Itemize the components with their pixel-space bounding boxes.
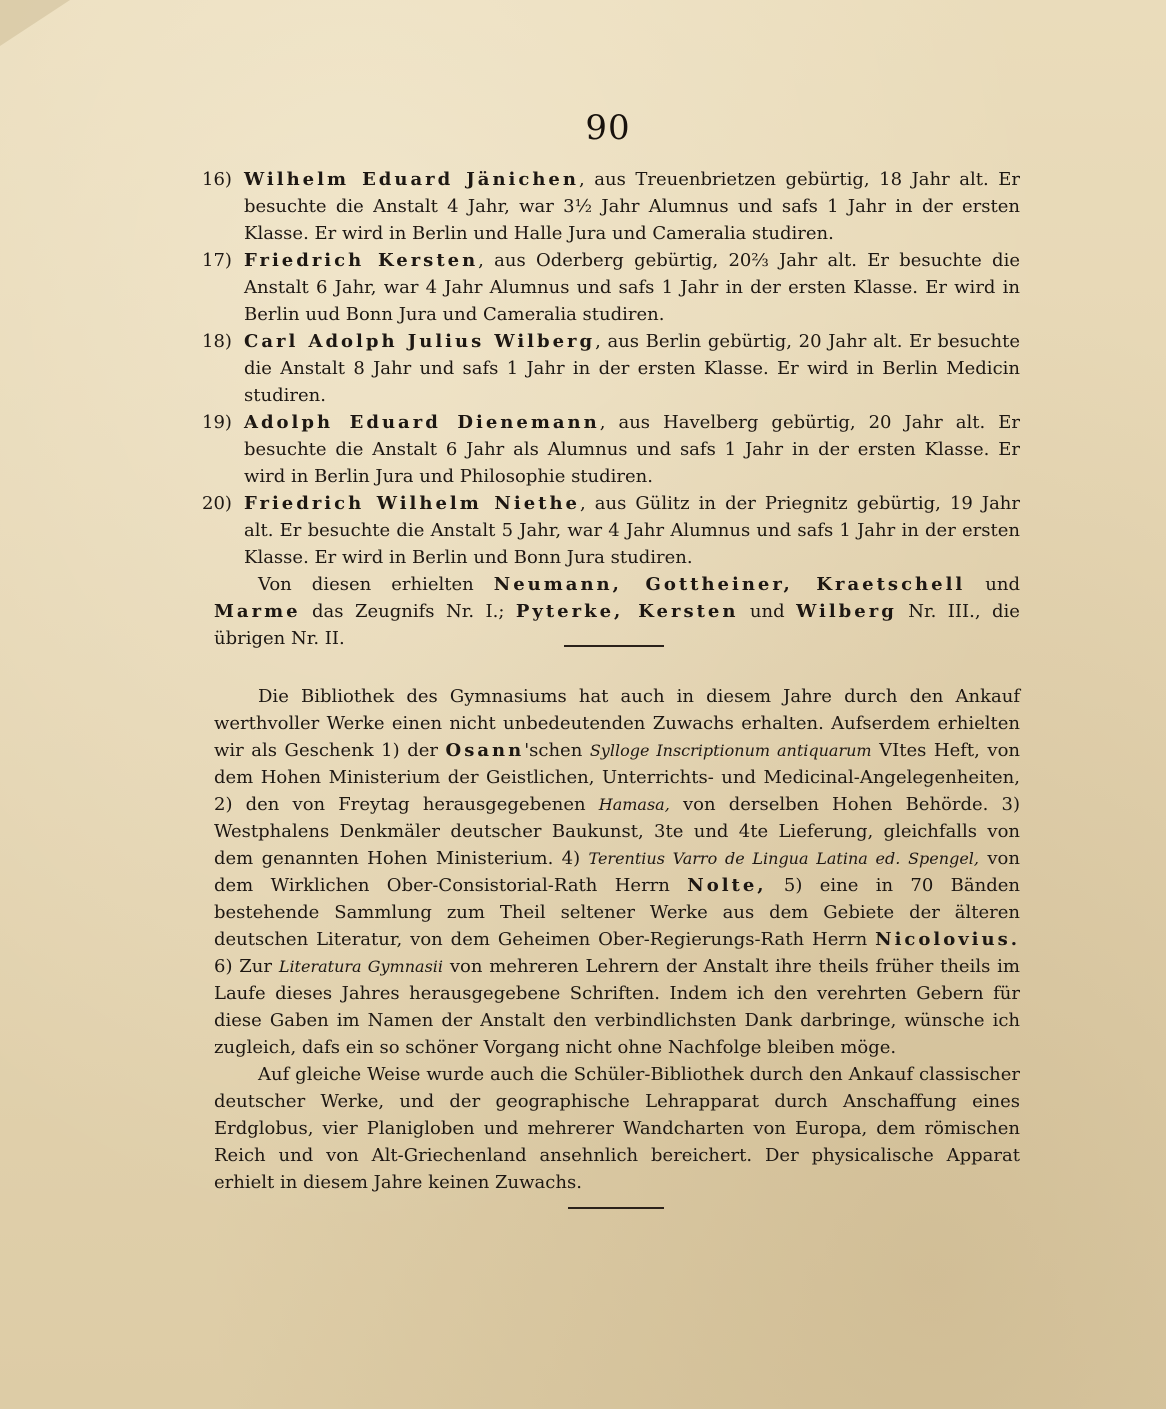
graduate-entry: [200, 409, 1020, 490]
folded-corner: [0, 0, 70, 46]
page-number: 90: [585, 108, 631, 148]
library-text: VItes Heft, von dem Hohen Ministerium der Geistlichen, Unterrichts- und Medicinal-Angelegenheiten, 2) den von Freytag herausgegebenen: [214, 740, 1021, 815]
library-text: 6) Zur: [214, 956, 272, 977]
entry-text: , aus Oderberg gebürtig, 20⅔ Jahr alt. Er besuchte die Anstalt 6 Jahr, war 4 Jahr Alumnus und safs 1 Jahr in der ersten Klasse. Er wird in Berlin uud Bonn Jura und Cameralia studiren.: [244, 250, 1020, 325]
certificate-conjunction: und: [749, 601, 785, 622]
certificates-intro: Von diesen erhielten: [258, 574, 474, 595]
entry-text: , aus Treuenbrietzen gebürtig, 18 Jahr alt. Er besuchte die Anstalt 4 Jahr, war 3½ Jahr Alumnus und safs 1 Jahr in der ersten Klasse. Er wird in Berlin und Halle Jura und Cameralia studiren.: [244, 169, 1020, 244]
library-section: [214, 683, 1020, 1196]
graduate-name: Friedrich Kersten: [244, 250, 479, 271]
book-title: Hamasa,: [598, 795, 670, 814]
graduate-entry: [200, 490, 1020, 571]
graduate-entry: [200, 328, 1020, 409]
entry-number: 18): [202, 331, 232, 352]
book-title: Terentius Varro de Lingua Latina ed. Spengel,: [588, 849, 979, 868]
graduate-entry: [200, 166, 1020, 247]
donor-name: Nolte,: [687, 875, 767, 896]
certificate-names: Pyterke, Kersten: [515, 601, 739, 622]
entry-number: 20): [202, 493, 232, 514]
section-divider: [568, 1207, 664, 1209]
graduate-name: Adolph Eduard Dienemann: [244, 412, 600, 433]
entry-number: 19): [202, 412, 232, 433]
library-text: 5) eine in 70 Bänden bestehende Sammlung zum Theil seltener Werke aus dem Gebiete der älteren deutschen Literatur, von dem Geheimen Ober-Regierungs-Rath Herrn: [214, 875, 1020, 950]
graduate-list: [200, 166, 1020, 652]
certificate-name: Marme: [214, 601, 301, 622]
certificate-rest: Nr. III., die übrigen Nr. II.: [214, 601, 1020, 649]
entry-number: 16): [202, 169, 232, 190]
section-divider: [564, 645, 664, 647]
library-paragraph: [214, 683, 1020, 1061]
graduate-name: Carl Adolph Julius Wilberg: [244, 331, 596, 352]
book-title: Literatura Gymnasii: [278, 957, 444, 976]
student-library-paragraph: Auf gleiche Weise wurde auch die Schüler-Bibliothek durch den Ankauf classischer deutscher Werke, und der geographische Lehrapparat durch Anschaffung eines Erdglobus, vier Planigloben und mehrerer Wandcharten von Europa, dem römischen Reich und von Alt-Griechenland ansehnlich bereichert. Der physicalische Apparat erhielt in diesem Jahre keinen Zuwachs.: [214, 1064, 1020, 1193]
certificate-conjunction: und: [985, 574, 1020, 595]
graduate-name: Friedrich Wilhelm Niethe: [244, 493, 580, 514]
book-title: Sylloge Inscriptionum antiquarum: [589, 741, 872, 760]
library-text: von mehreren Lehrern der Anstalt ihre theils früher theils im Laufe dieses Jahres herausgegebene Schriften. Indem ich den verehrten Gebern für diese Gaben im Namen der Anstalt den verbindlichsten Dank darbringe, wünsche ich zugleich, dafs ein so schöner Vorgang nicht ohne Nachfolge bleiben möge.: [214, 956, 1020, 1058]
entry-text: , aus Gülitz in der Priegnitz gebürtig, 19 Jahr alt. Er besuchte die Anstalt 5 Jahr, war 4 Jahr Alumnus und safs 1 Jahr in der ersten Klasse. Er wird in Berlin und Bonn Jura studiren.: [244, 493, 1020, 568]
donor-name: Nicolovius.: [875, 929, 1020, 950]
certificate-names: Neumann, Gottheiner, Kraetschell: [493, 574, 966, 595]
library-text: 'schen: [524, 740, 583, 761]
donor-name: Osann: [445, 740, 525, 761]
graduate-entry: [200, 247, 1020, 328]
certificates-paragraph: [214, 571, 1020, 652]
library-text: von dem Wirklichen Ober-Consistorial-Rath Herrn: [214, 848, 1020, 896]
library-text: Die Bibliothek des Gymnasiums hat auch in diesem Jahre durch den Ankauf werthvoller Werke einen nicht unbedeutenden Zuwachs erhalten. Aufserdem erhielten wir als Geschenk 1) der: [214, 686, 1020, 761]
certificate-name: Wilberg: [796, 601, 897, 622]
library-text: von derselben Hohen Behörde. 3) Westphalens Denkmäler deutscher Baukunst, 3te und 4te Lieferung, gleichfalls von dem genannten Hohen Ministerium. 4): [214, 794, 1020, 869]
graduate-name: Wilhelm Eduard Jänichen: [244, 169, 579, 190]
certificate-label: das Zeugnifs Nr. I.;: [312, 601, 505, 622]
entry-text: , aus Berlin gebürtig, 20 Jahr alt. Er besuchte die Anstalt 8 Jahr und safs 1 Jahr in der ersten Klasse. Er wird in Berlin Medicin studiren.: [244, 331, 1020, 406]
entry-number: 17): [202, 250, 232, 271]
entry-text: , aus Havelberg gebürtig, 20 Jahr alt. Er besuchte die Anstalt 6 Jahr als Alumnus und safs 1 Jahr in der ersten Klasse. Er wird in Berlin Jura und Philosophie studiren.: [244, 412, 1020, 487]
